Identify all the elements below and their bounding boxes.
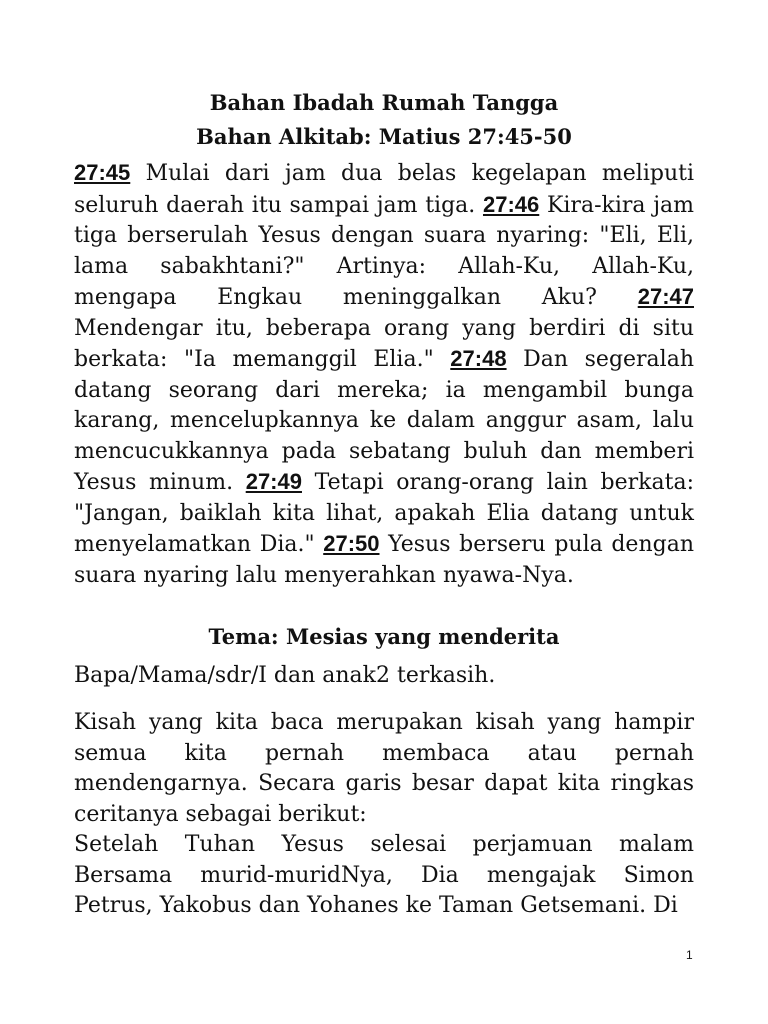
body-paragraph: Setelah Tuhan Yesus selesai perjamuan malam Bersama murid-muridNya, Dia mengajak Simon Petrus, Yakobus dan Yohanes ke Taman Getsemani. Di — [74, 832, 694, 918]
page-number: 1 — [686, 948, 693, 962]
verse-number: 27:49 — [245, 469, 302, 494]
greeting-line: Bapa/Mama/sdr/I dan anak2 terkasih. — [74, 663, 496, 688]
verse-number: 27:48 — [450, 346, 507, 371]
verse-number: 27:45 — [74, 160, 131, 185]
body-paragraph: Kisah yang kita baca merupakan kisah yang hampir semua kita pernah membaca atau pernah mendengarnya. Secara garis besar dapat kita ringkas ceritanya sebagai berikut: — [74, 710, 694, 827]
scripture-reference: Bahan Alkitab: Matius 27:45-50 — [196, 124, 572, 149]
verse-text: Yesus berseru pula dengan suara nyaring lalu menyerahkan nyawa-Nya. — [74, 532, 694, 588]
verse-number: 27:47 — [637, 284, 694, 309]
scripture-passage — [74, 158, 694, 591]
document-title: Bahan Ibadah Rumah Tangga — [209, 90, 559, 115]
verse-text: Mendengar itu, beberapa orang yang berdiri di situ berkata: "Ia memanggil Elia." — [74, 315, 694, 372]
verse-text: Dan segeralah datang seorang dari mereka; ia mengambil bunga karang, mencelupkannya ke dalam anggur asam, lalu mencucukkannya pada sebatang buluh dan memberi Yesus minum. — [74, 347, 694, 495]
theme-heading: Tema: Mesias yang menderita — [208, 624, 560, 649]
verse-number: 27:50 — [323, 531, 380, 556]
verse-text: Tetapi orang-orang lain berkata: "Jangan, baiklah kita lihat, apakah Elia datang untuk menyelamatkan Dia." — [74, 470, 694, 557]
verse-text: Mulai dari jam dua belas kegelapan meliputi seluruh daerah itu sampai jam tiga. — [74, 161, 694, 218]
verse-number: 27:46 — [482, 191, 540, 217]
verse-text: Kira-kira jam tiga berserulah Yesus dengan suara nyaring: "Eli, Eli, lama sabakhtani?" Artinya: Allah-Ku, Allah-Ku, mengapa Engkau meninggalkan Aku? — [74, 192, 694, 310]
